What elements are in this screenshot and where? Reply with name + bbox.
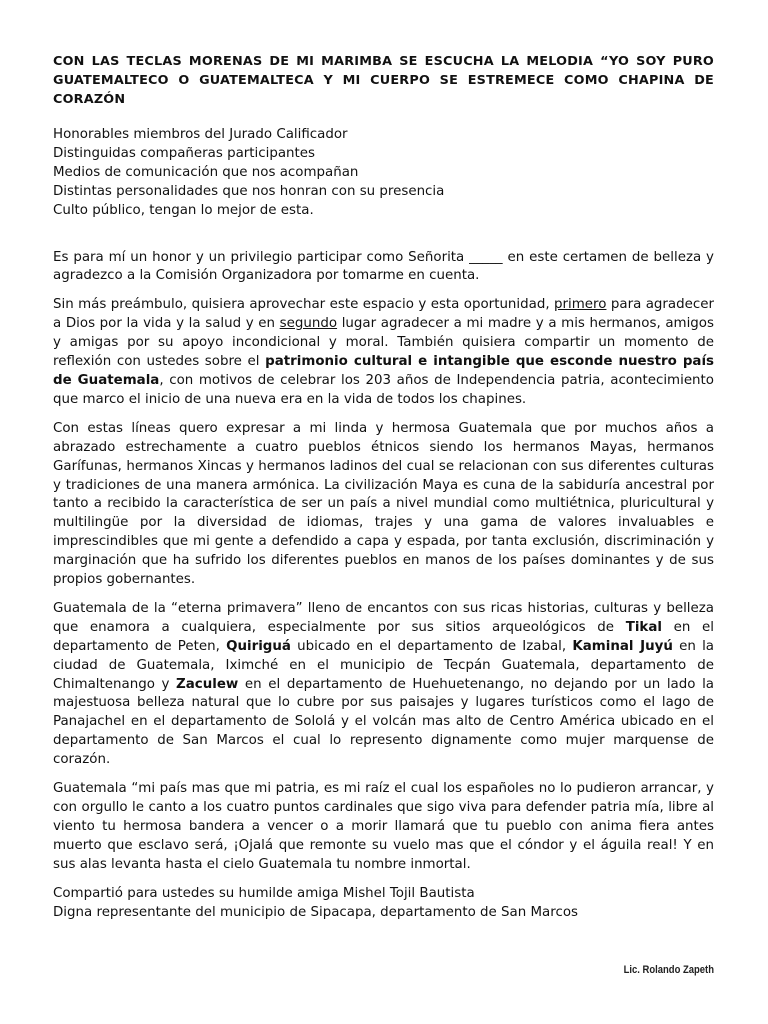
text-run: en el departamento de Huehuetenango, no dejando por un lado la majestuosa belleza natural que lo cubre por sus paisajes y lugares turísticos como el lago de Panajachel en el departamento de Sololá y el volcán mas alto de Centro América ubicado en el departamento de San Marcos el cual lo represento dignamente como mujer marquense de corazón. xyxy=(53,676,714,768)
text-run: Guatemala de la “eterna primavera” lleno de encantos con sus ricas historias, culturas y belleza que enamora a cualquiera, especialmente por sus sitios arqueológicos de xyxy=(53,600,714,635)
greetings-block xyxy=(53,126,714,221)
greeting-line: Distintas personalidades que nos honran con su presencia xyxy=(53,183,445,199)
text-run: ubicado en el departamento de Izabal, xyxy=(290,638,573,654)
greeting-line: Culto público, tengan lo mejor de esta. xyxy=(53,202,314,218)
document-page xyxy=(53,52,714,922)
paragraph-sites xyxy=(53,600,714,770)
paragraph-gratitude xyxy=(53,296,714,409)
underlined-word: primero xyxy=(554,297,607,313)
closing-line: Compartió para ustedes su humilde amiga Mishel Tojil Bautista xyxy=(53,885,475,901)
text-run: en este certamen de belleza y agradezco a la Comisión Organizadora por tomarme en cuenta. xyxy=(53,249,714,284)
site-name: Zaculew xyxy=(176,676,239,692)
greeting-line: Distinguidas compañeras participantes xyxy=(53,145,316,161)
text-run: lugar agradecer a mi madre y a mis hermanos, amigos y amigas por su apoyo incondicional y moral. También quisiera compartir un momento de reflexión con ustedes sobre el xyxy=(53,316,714,370)
text-run: en la ciudad de Guatemala, Iximché en el municipio de Tecpán Guatemala, departamento de Chimaltenango y xyxy=(53,638,714,692)
blank-line: _____ xyxy=(469,249,503,265)
text-run: en el departamento de Peten, xyxy=(53,619,714,654)
text-run: , con motivos de celebrar los 203 años de Independencia patria, acontecimiento que marco el inicio de una nueva era en la vida de todos los chapines. xyxy=(53,372,714,407)
site-name: Tikal xyxy=(625,619,662,635)
text-run: Sin más preámbulo, quisiera aprovechar este espacio y esta oportunidad, xyxy=(53,297,555,313)
site-name: Quiriguá xyxy=(226,638,291,654)
text-run: para agradecer a Dios por la vida y la salud y en xyxy=(53,297,714,332)
bold-phrase: patrimonio cultural e intangible que esconde nuestro país de Guatemala xyxy=(53,354,715,388)
paragraph-patria: Guatemala “mi país mas que mi patria, es mi raíz el cual los españoles no lo pudieron arrancar, y con orgullo le canto a los cuatro puntos cardinales que sigo viva para defender patria mía, libre al viento tu hermosa bandera a vencer o a morir llamará que tu pueblo con anima fiera antes muerto que esclavo será, ¡Ojalá que remonte su vuelo mas que el cóndor y el águila real! Y en sus alas levanta hasta el cielo Guatemala tu nombre inmortal. xyxy=(53,781,714,872)
document-title: CON LAS TECLAS MORENAS DE MI MARIMBA SE ESCUCHA LA MELODIA “YO SOY PURO GUATEMALTECO O GUATEMALTECA Y MI CUERPO SE ESTREMECE COMO CHAPINA DE CORAZÓN xyxy=(53,54,714,107)
closing-block xyxy=(53,885,714,923)
paragraph-intro xyxy=(53,249,714,287)
greeting-line: Medios de comunicación que nos acompañan xyxy=(53,164,359,180)
text-run: Es para mí un honor y un privilegio participar como Señorita xyxy=(53,249,470,265)
greeting-line: Honorables miembros del Jurado Calificador xyxy=(53,127,348,142)
paragraph-peoples: Con estas líneas quero expresar a mi linda y hermosa Guatemala que por muchos años a abrazado estrechamente a cuatro pueblos étnicos siendo los hermanos Mayas, hermanos Garífunas, hermanos Xincas y hermanos ladinos del cual se relacionan con sus diferentes culturas y tradiciones de una manera armónica. La civilización Maya es cuna de la sabiduría ancestral por tanto a recibido la característica de ser un país a nivel mundial como multiétnica, pluricultural y multilingüe por la diversidad de idiomas, trajes y una gama de valores invaluables e imprescindibles que mi gente a defendido a capa y espada, por tanta exclusión, discriminación y marginación que ha sufrido los diferentes pueblos en manos de los países dominantes y de sus propios gobernantes. xyxy=(53,420,714,588)
underlined-word: segundo xyxy=(279,316,338,332)
closing-line: Digna representante del municipio de Sipacapa, departamento de San Marcos xyxy=(53,904,578,920)
signature: Lic. Rolando Zapeth xyxy=(623,964,714,976)
site-name: Kaminal Juyú xyxy=(572,638,673,654)
